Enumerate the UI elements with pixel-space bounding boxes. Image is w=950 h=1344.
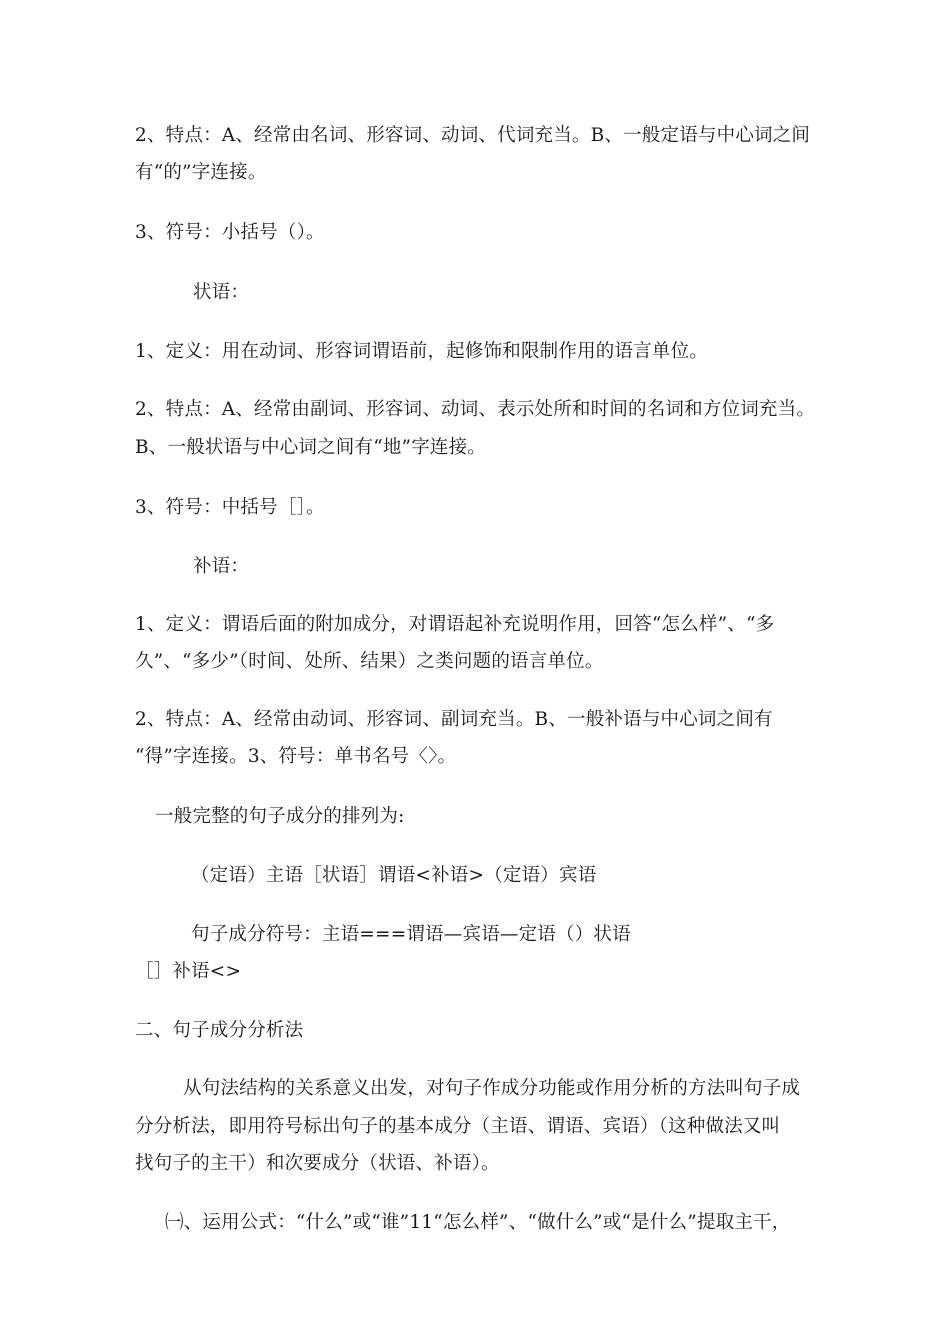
text-line-13: “得”字连接。3、符号：单书名号〈〉。: [135, 746, 457, 767]
section-heading-complement: 补语：: [193, 556, 250, 577]
section-heading-analysis: 二、句子成分分析法: [135, 1020, 304, 1041]
text-line-19: 从句法结构的关系意义出发，对句子作成分功能或作用分析的方法叫句子成: [183, 1078, 801, 1099]
text-line-20: 分分析法，即用符号标出句子的基本成分（主语、谓语、宾语）（这种做法又叫: [135, 1116, 781, 1137]
text-line-11: 久”、“多少”（时间、处所、结果）之类问题的语言单位。: [135, 651, 604, 672]
text-line-14: 一般完整的句子成分的排列为:: [155, 806, 405, 827]
text-line-8: 3、符号：中括号［］。: [135, 497, 325, 518]
text-line-21: 找句子的主干）和次要成分（状语、补语）。: [135, 1153, 500, 1174]
text-line-2: 有“的”字连接。: [135, 162, 267, 183]
text-line-10: 1、定义：谓语后面的附加成分，对谓语起补充说明作用，回答“怎么样”、“多: [135, 614, 775, 635]
text-line-12: 2、特点：A、经常由动词、形容词、副词充当。B、一般补语与中心词之间有: [135, 709, 773, 730]
text-line-15: （定语）主语［状语］谓语<补语>（定语）宾语: [191, 865, 597, 886]
text-line-6: 2、特点：A、经常由副词、形容词、动词、表示处所和时间的名词和方位词充当。: [135, 399, 816, 420]
text-line-22: ㈠、运用公式：“什么”或“谁”11“怎么样”、“做什么”或“是什么”提取主干，: [165, 1212, 791, 1233]
text-line-1: 2、特点：A、经常由名词、形容词、动词、代词充当。B、一般定语与中心词之间: [135, 125, 811, 146]
section-heading-adverbial: 状语：: [193, 282, 250, 303]
text-line-7: B、一般状语与中心词之间有“地”字连接。: [135, 437, 487, 458]
text-line-17: ［］补语<>: [135, 961, 242, 982]
text-line-16: 句子成分符号：主语===谓语—宾语—定语（）状语: [191, 924, 631, 945]
text-line-3: 3、符号：小括号（）。: [135, 222, 325, 243]
text-line-5: 1、定义：用在动词、形容词谓语前，起修饰和限制作用的语言单位。: [135, 341, 708, 362]
